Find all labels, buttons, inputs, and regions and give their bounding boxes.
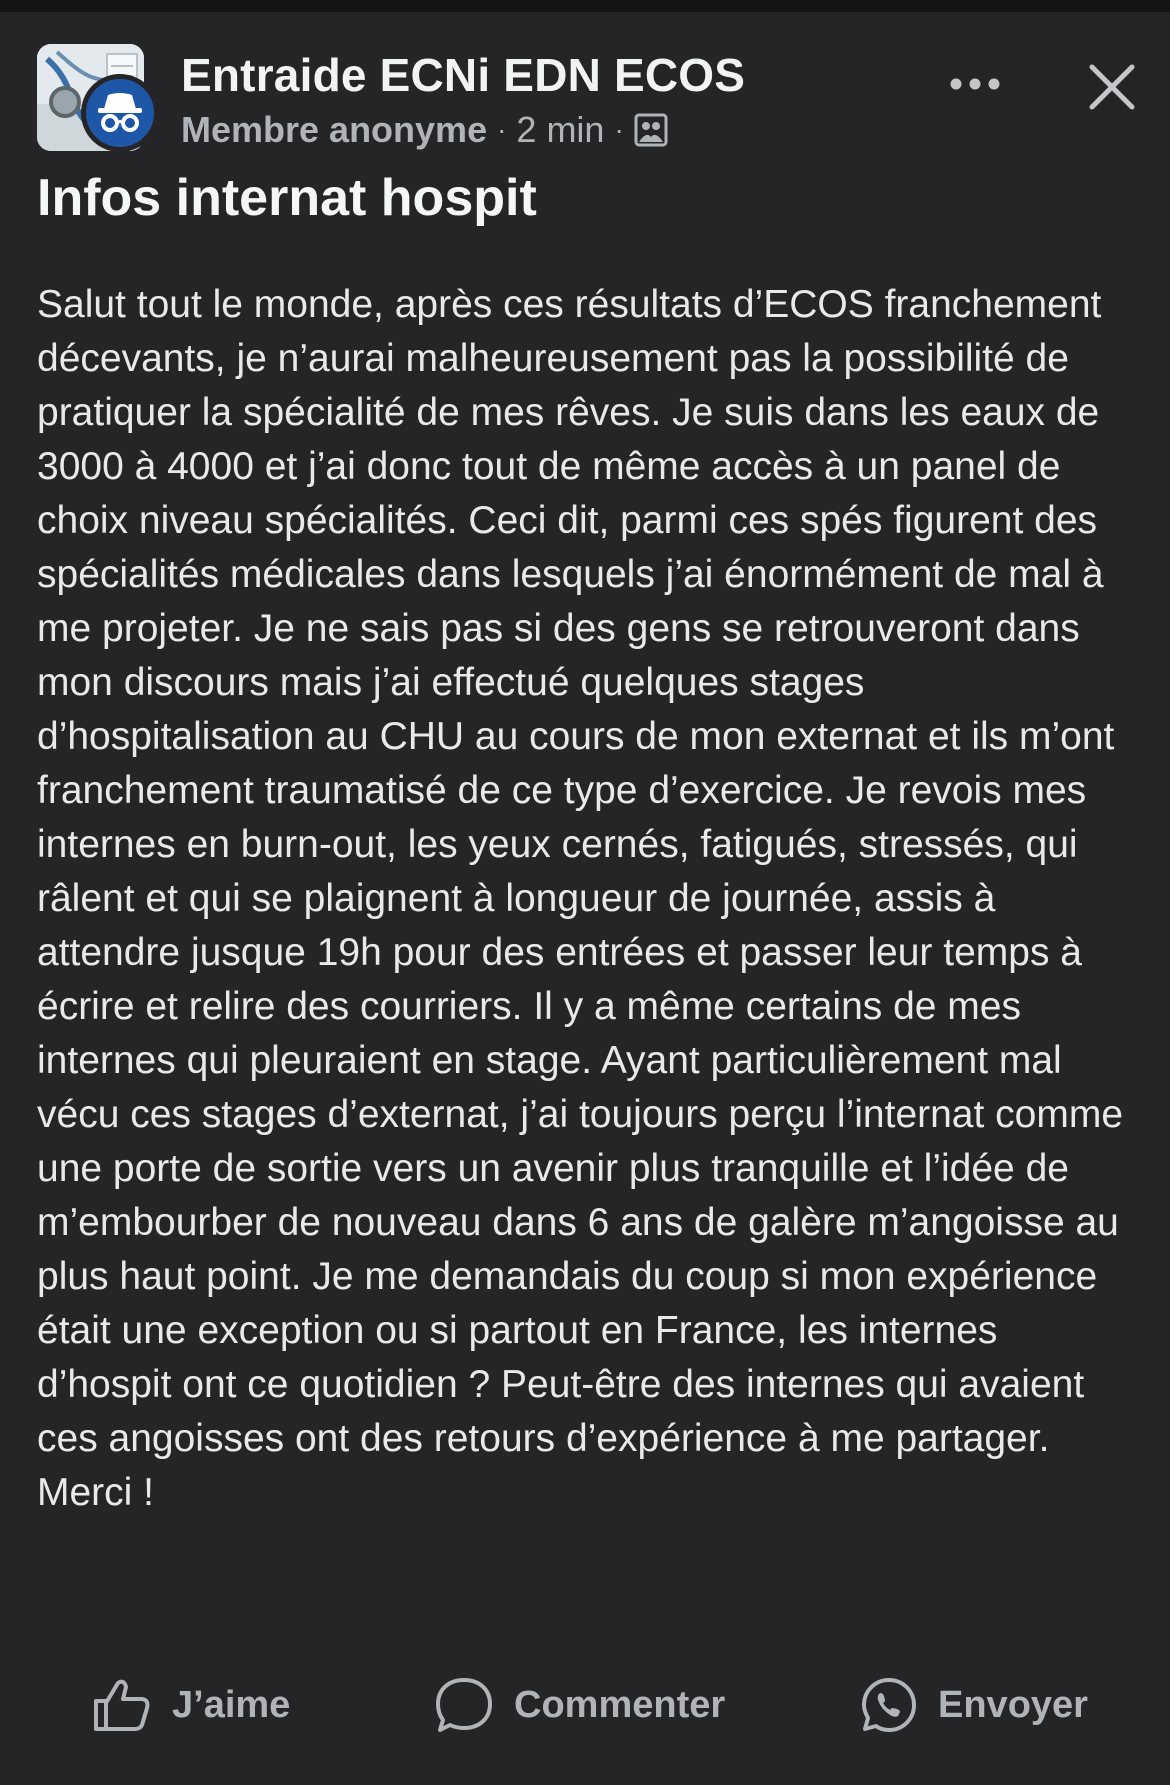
like-button[interactable] [92, 1665, 290, 1745]
comment-icon [434, 1676, 494, 1734]
post-title: Infos internat hospit [37, 169, 537, 227]
post-header [37, 44, 1137, 154]
thumbs-up-icon [92, 1677, 152, 1733]
close-button[interactable] [1077, 52, 1147, 122]
more-options-button[interactable] [942, 64, 1008, 104]
close-icon [1089, 64, 1135, 110]
incognito-icon [86, 79, 154, 147]
whatsapp-send-icon [860, 1676, 918, 1734]
group-audience-icon [634, 113, 668, 147]
group-name[interactable]: Entraide ECNi EDN ECOS [181, 49, 746, 101]
author-name: Membre anonyme [181, 109, 488, 150]
group-avatar-container[interactable] [37, 44, 159, 156]
post-time: 2 min [516, 109, 605, 150]
post-meta [181, 108, 668, 152]
anonymous-member-badge [81, 74, 159, 152]
more-options-icon [950, 78, 1000, 90]
meta-separator: · [497, 114, 507, 145]
send-label: Envoyer [938, 1683, 1088, 1726]
status-bar-strip [0, 0, 1170, 12]
post-body: Salut tout le monde, après ces résultats d’ECOS franchement décevants, je n’aurai malheureusement pas la possibilité de pratiquer la spécialité de mes rêves. Je suis dans les eaux de 3000 à 4000 et j’ai donc tout de même accès à un panel de choix niveau spécialités. Ceci dit, parmi ces spés figurent des spécialités médicales dans lesquels j’ai énormément de mal à me projeter. Je ne sais pas si des gens se retrouveront dans mon discours mais j’ai effectué quelques stages d’hospitalisation au CHU au cours de mon externat et ils m’ont franchement traumatisé de ce type d’exercice. Je revois mes internes en burn-out, les yeux cernés, fatigués, stressés, qui râlent et qui se plaignent à longueur de journée, assis à attendre jusque 19h pour des entrées et passer leur temps à écrire et relire des courriers. Il y a même certains de mes internes qui pleuraient en stage. Ayant particulièrement mal vécu ces stages d’externat, j’ai toujours perçu l’internat comme une porte de sortie vers un avenir plus tranquille et l’idée de m’embourber de nouveau dans 6 ans de galère m’angoisse au plus haut point. Je me demandais du coup si mon expérience était une exception ou si partout en France, les internes d’hospit ont ce quotidien ? Peut-être des internes qui avaient ces angoisses ont des retours d’expérience à me partager. Merci ! [37, 283, 1124, 1514]
comment-button[interactable] [434, 1665, 725, 1745]
comment-label: Commenter [514, 1683, 726, 1726]
meta-separator: · [614, 114, 624, 145]
like-label: J’aime [172, 1683, 291, 1726]
send-button[interactable] [860, 1665, 1088, 1745]
post-action-bar [0, 1665, 1170, 1745]
